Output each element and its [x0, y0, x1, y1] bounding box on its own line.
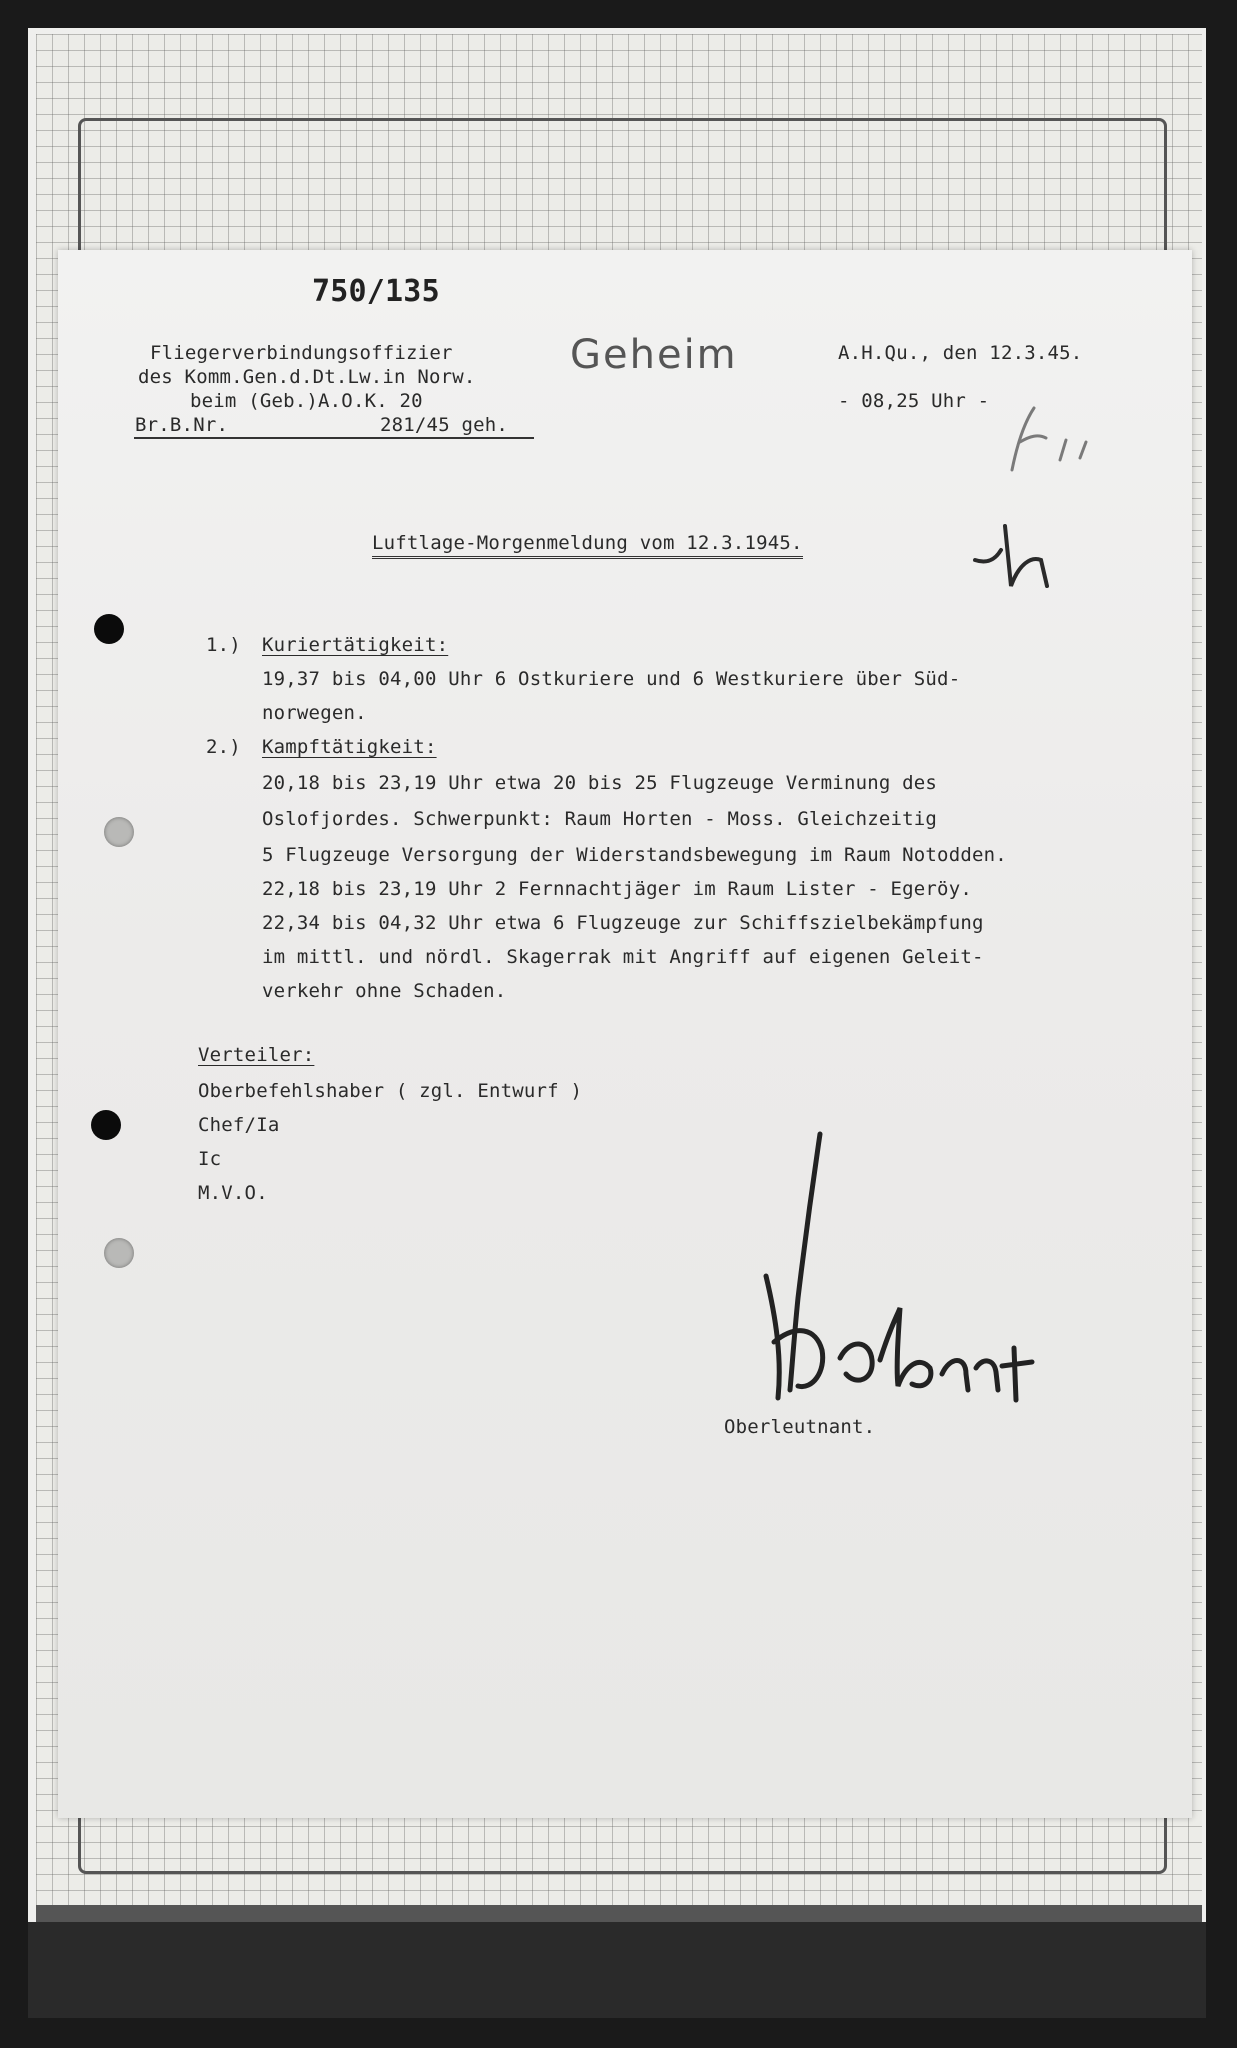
place-date: A.H.Qu., den 12.3.45. [838, 342, 1083, 364]
distribution-item: Ic [198, 1148, 222, 1170]
section-2-line-1: 20,18 bis 23,19 Uhr etwa 20 bis 25 Flugzeuge Verminung des [262, 772, 938, 794]
section-2-line-6: im mittl. und nördl. Skagerrak mit Angriff auf eigenen Geleit- [262, 946, 984, 968]
document-number: 750/135 [312, 274, 440, 309]
sender-line-2: des Komm.Gen.d.Dt.Lw.in Norw. [138, 366, 476, 388]
signature-rank: Oberleutnant. [724, 1416, 876, 1438]
classification-stamp: Geheim [570, 332, 738, 378]
reference-label: Br.B.Nr. [135, 414, 229, 436]
section-2-line-5: 22,34 bis 04,32 Uhr etwa 6 Flugzeuge zur Schiffszielbekämpfung [262, 912, 984, 934]
section-1-heading: Kuriertätigkeit: [262, 634, 449, 656]
handwritten-note [990, 400, 1130, 490]
section-2-heading: Kampftätigkeit: [262, 736, 437, 758]
section-2-line-4: 22,18 bis 23,19 Uhr 2 Fernnachtjäger im Raum Lister - Egeröy. [262, 878, 972, 900]
section-1-line-2: norwegen. [262, 702, 367, 724]
section-1-number: 1.) [206, 634, 241, 656]
section-2-line-3: 5 Flugzeuge Versorgung der Widerstandsbewegung im Raum Notodden. [262, 844, 1007, 866]
punch-hole [104, 1238, 134, 1268]
section-2-line-2: Oslofjordes. Schwerpunkt: Raum Horten - Moss. Gleichzeitig [262, 808, 938, 830]
section-1-line-1: 19,37 bis 04,00 Uhr 6 Ostkuriere und 6 Westkuriere über Süd- [262, 668, 961, 690]
distribution-item: Chef/Ia [198, 1114, 280, 1136]
scan-bottom-band [28, 1922, 1206, 2018]
punch-hole [91, 1110, 121, 1140]
section-2-number: 2.) [206, 736, 241, 758]
distribution-item: Oberbefehlshaber ( zgl. Entwurf ) [198, 1080, 583, 1102]
sender-line-1: Fliegerverbindungsoffizier [150, 342, 453, 364]
distribution-item: M.V.O. [198, 1182, 268, 1204]
sender-line-3: beim (Geb.)A.O.K. 20 [190, 390, 423, 412]
handwritten-signature [720, 1128, 1050, 1418]
report-time: - 08,25 Uhr - [838, 390, 990, 412]
report-title: Luftlage-Morgenmeldung vom 12.3.1945. [372, 532, 803, 559]
punch-hole [104, 817, 134, 847]
reference-number: 281/45 geh. [380, 414, 509, 436]
reference-underline [134, 437, 534, 439]
initials-mark [965, 520, 1075, 600]
punch-hole [94, 614, 124, 644]
distribution-heading: Verteiler: [198, 1044, 315, 1066]
section-2-line-7: verkehr ohne Schaden. [262, 980, 507, 1002]
